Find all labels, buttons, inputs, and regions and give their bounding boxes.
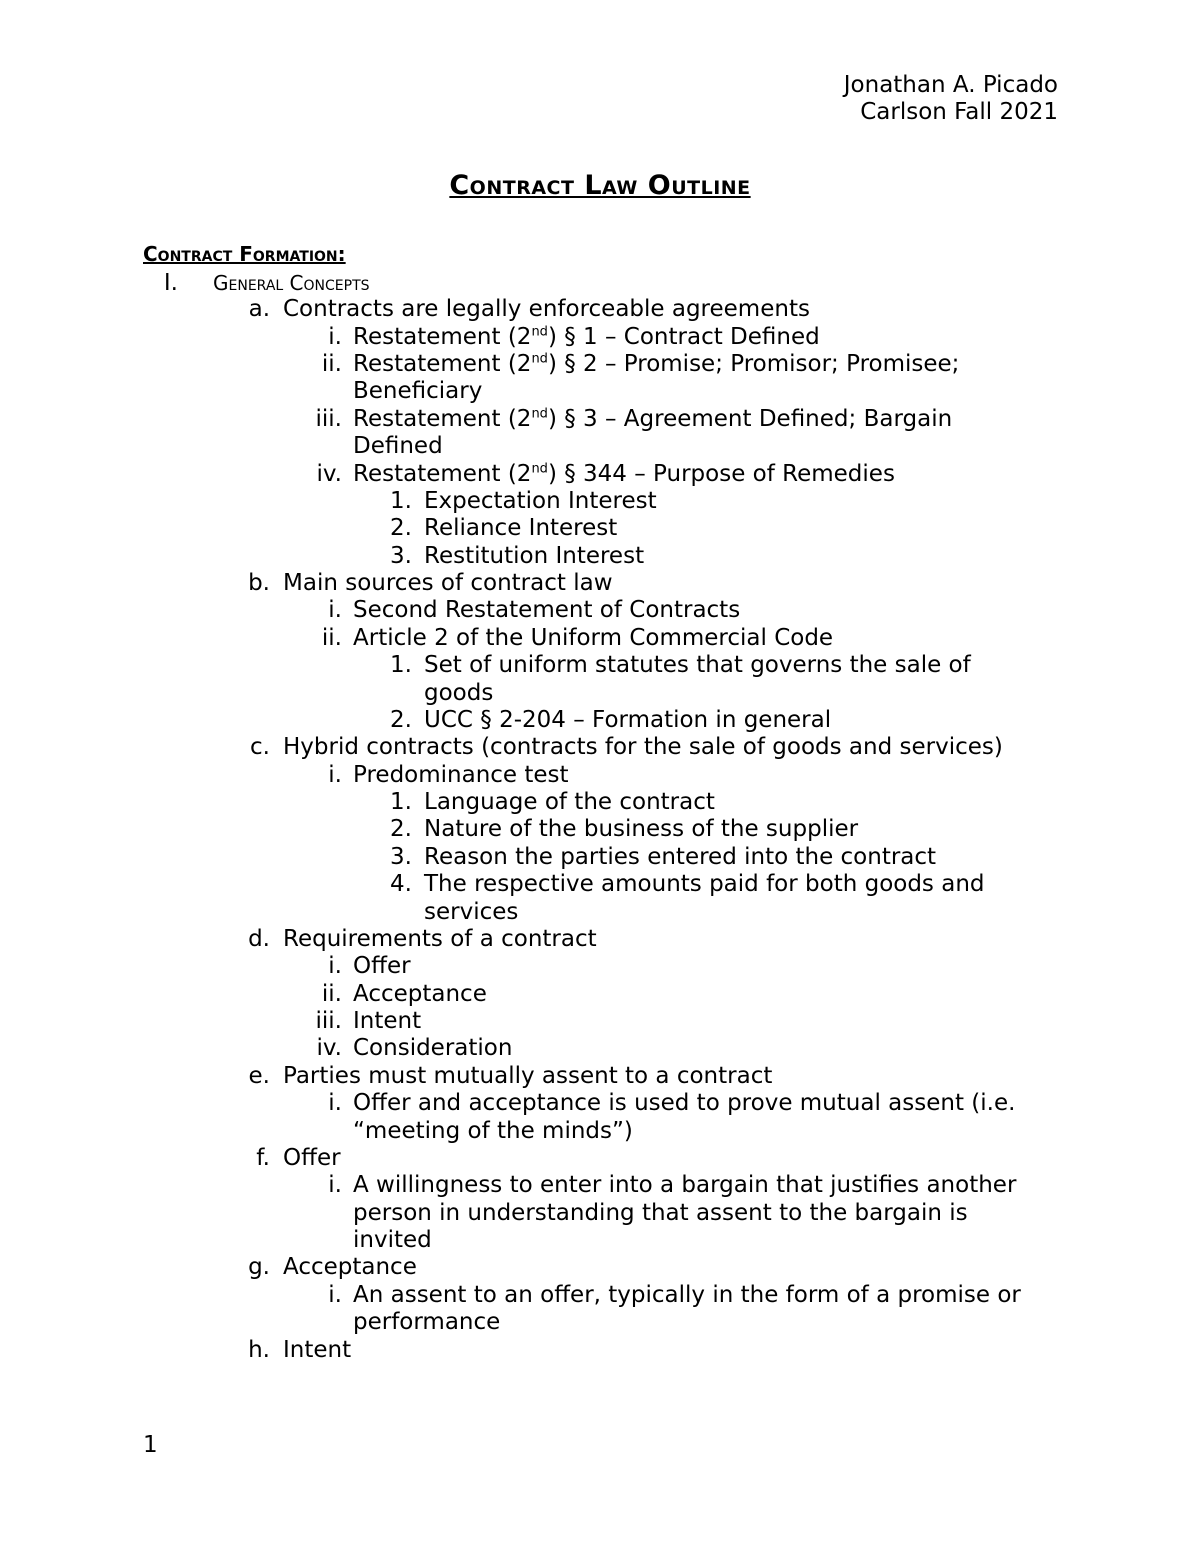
outline-marker: I. [163, 270, 178, 296]
outline-text: Offer [353, 953, 411, 979]
outline-text: An assent to an offer, typically in the form of a promise or [353, 1282, 1021, 1308]
outline-text: Defined [353, 433, 443, 459]
outline-text: Restatement (2nd) § 1 – Contract Defined [353, 324, 820, 350]
outline-text: Set of uniform statutes that governs the sale of [424, 652, 971, 678]
outline-text: Predominance test [353, 762, 569, 788]
outline-marker: 2. [390, 515, 412, 541]
section-heading: Contract Formation: [143, 242, 346, 266]
outline-text: Nature of the business of the supplier [424, 816, 859, 842]
outline-text: Restatement (2nd) § 2 – Promise; Promisor; Promisee; [353, 351, 960, 377]
outline-text: Consideration [353, 1035, 513, 1061]
outline-text: Offer [283, 1145, 341, 1171]
outline-text: invited [353, 1227, 432, 1253]
outline-marker: 1. [390, 488, 412, 514]
outline-marker: 3. [390, 543, 412, 569]
outline-text: Intent [353, 1008, 422, 1034]
outline-marker: 2. [390, 816, 412, 842]
outline-marker: h. [248, 1337, 270, 1363]
outline-marker: 1. [390, 789, 412, 815]
outline-marker: i. [328, 324, 342, 350]
outline-text: Reliance Interest [424, 515, 618, 541]
page-number: 1 [143, 1432, 158, 1458]
outline-text: Acceptance [353, 981, 487, 1007]
outline-text: A willingness to enter into a bargain that justifies another [353, 1172, 1017, 1198]
outline-text: services [424, 899, 519, 925]
course-term: Carlson Fall 2021 [860, 99, 1058, 125]
outline-text: Restitution Interest [424, 543, 645, 569]
outline-text: Intent [283, 1337, 352, 1363]
outline-text: Acceptance [283, 1254, 417, 1280]
outline-marker: iii. [315, 1008, 342, 1034]
outline-marker: iii. [315, 406, 342, 432]
outline-text: Restatement (2nd) § 3 – Agreement Defined; Bargain [353, 406, 953, 432]
outline-text: Offer and acceptance is used to prove mutual assent (i.e. [353, 1090, 1016, 1116]
outline-marker: 1. [390, 652, 412, 678]
outline-text: Language of the contract [424, 789, 715, 815]
outline-marker: i. [328, 597, 342, 623]
outline-text: performance [353, 1309, 501, 1335]
outline-marker: b. [248, 570, 270, 596]
document-title: Contract Law Outline [449, 170, 751, 201]
outline-text: UCC § 2-204 – Formation in general [424, 707, 832, 733]
outline-marker: a. [248, 296, 270, 322]
outline-text: Parties must mutually assent to a contract [283, 1063, 773, 1089]
outline-marker: ii. [321, 981, 342, 1007]
author-name: Jonathan A. Picado [843, 72, 1058, 98]
outline-marker: ii. [321, 625, 342, 651]
outline-marker: f. [256, 1145, 270, 1171]
outline-marker: c. [250, 734, 270, 760]
outline-marker: d. [248, 926, 270, 952]
outline-marker: g. [248, 1254, 270, 1280]
outline-marker: i. [328, 953, 342, 979]
outline-text: person in understanding that assent to the bargain is [353, 1200, 968, 1226]
outline-text: Second Restatement of Contracts [353, 597, 741, 623]
outline-marker: e. [248, 1063, 270, 1089]
outline-marker: 2. [390, 707, 412, 733]
page-header [844, 72, 1058, 126]
outline-text: Restatement (2nd) § 344 – Purpose of Remedies [353, 461, 895, 487]
outline-marker: ii. [321, 351, 342, 377]
outline-text: Reason the parties entered into the contract [424, 844, 937, 870]
outline-text: goods [424, 680, 494, 706]
outline-text: Article 2 of the Uniform Commercial Code [353, 625, 834, 651]
outline-marker: i. [328, 1090, 342, 1116]
outline-marker: i. [328, 1172, 342, 1198]
outline-text: Main sources of contract law [283, 570, 613, 596]
outline-marker: i. [328, 762, 342, 788]
outline-marker: 4. [390, 871, 412, 897]
outline-text: Contracts are legally enforceable agreements [283, 296, 810, 322]
outline-marker: 3. [390, 844, 412, 870]
outline-text: Hybrid contracts (contracts for the sale of goods and services) [283, 734, 1003, 760]
outline-text: Requirements of a contract [283, 926, 597, 952]
outline-text: Expectation Interest [424, 488, 657, 514]
outline-text: General Concepts [213, 271, 370, 295]
outline-text: The respective amounts paid for both goods and [424, 871, 985, 897]
outline-marker: i. [328, 1282, 342, 1308]
outline-text: “meeting of the minds”) [353, 1118, 633, 1144]
outline-text: Beneficiary [353, 378, 483, 404]
outline-marker: iv. [316, 461, 342, 487]
outline-marker: iv. [316, 1035, 342, 1061]
